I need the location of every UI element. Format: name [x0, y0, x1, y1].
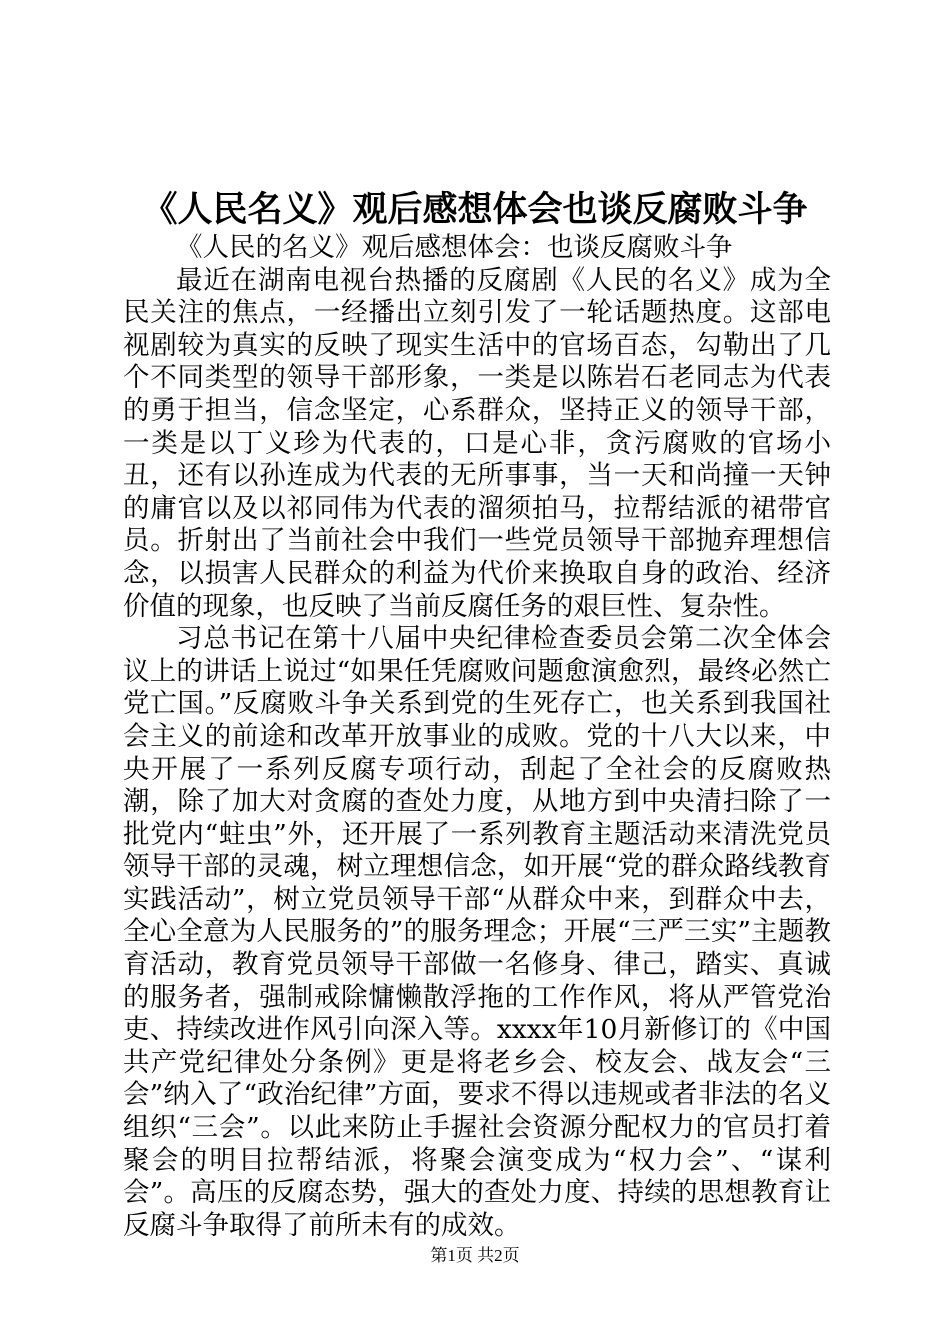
document-title: 《人民名义》观后感想体会也谈反腐败斗争	[142, 189, 808, 230]
body-paragraph: 习总书记在第十八届中央纪律检查委员会第二次全体会议上的讲话上说过“如果任凭腐败问题愈演愈烈，最终必然亡党亡国。”反腐败斗争关系到党的生死存亡，也关系到我国社会主义的前途和改革开放事业的成败。党的十八大以来，中央开展了一系列反腐专项行动，刮起了全社会的反腐败热潮，除了加大对贪腐的查处力度，从地方到中央清扫除了一批党内“蛀虫”外，还开展了一系列教育主题活动来清洗党员领导干部的灵魂，树立理想信念，如开展“党的群众路线教育实践活动”，树立党员领导干部“从群众中来，到群众中去，全心全意为人民服务的”的服务理念；开展“三严三实”主题教育活动，教育党员领导干部做一名修身、律己，踏实、真诚的服务者，强制戒除慵懒散浮拖的工作作风，将从严管党治吏、持续改进作风引向深入等。xxxx年10月新修订的《中国共产党纪律处分条例》更是将老乡会、校友会、战友会“三会”纳入了“政治纪律”方面，要求不得以违规或者非法的名义组织“三会”。以此来防止手握社会资源分配权力的官员打着聚会的明目拉帮结派，将聚会演变成为“权力会”、“谋利会”。高压的反腐态势，强大的查处力度、持续的思想教育让反腐斗争取得了前所未有的成效。	[123, 623, 831, 1241]
page-footer: 第1页 共2页	[430, 1246, 520, 1265]
body-paragraph: 最近在湖南电视台热播的反腐剧《人民的名义》成为全民关注的焦点，一经播出立刻引发了一轮话题热度。这部电视剧较为真实的反映了现实生活中的官场百态，勾勒出了几个不同类型的领导干部形象，一类是以陈岩石老同志为代表的勇于担当，信念坚定，心系群众，坚持正义的领导干部，一类是以丁义珍为代表的，口是心非，贪污腐败的官场小丑，还有以孙连成为代表的无所事事，当一天和尚撞一天钟的庸官以及以祁同伟为代表的溜须拍马，拉帮结派的裙带官员。折射出了当前社会中我们一些党员领导干部抛弃理想信念，以损害人民群众的利益为代价来换取自身的政治、经济价值的现象，也反映了当前反腐任务的艰巨性、复杂性。	[123, 264, 831, 622]
subtitle-paragraph: 《人民的名义》观后感想体会：也谈反腐败斗争	[176, 232, 733, 263]
document-body	[123, 232, 831, 1242]
